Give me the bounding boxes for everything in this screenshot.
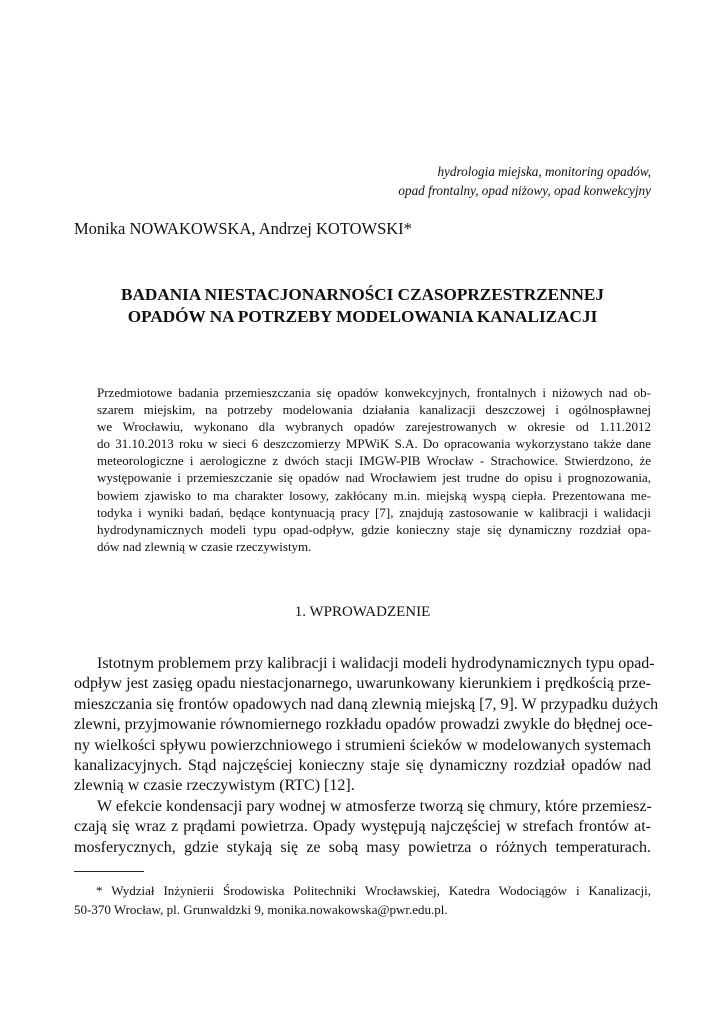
abstract-line: Przedmiotowe badania przemieszczania się opadów konwekcyjnych, frontalnych i niżowych nad ob-: [97, 385, 651, 400]
body-line: Istotnym problemem przy kalibracji i walidacji modeli hydrodynamicznych typu opad-: [97, 655, 655, 672]
body-text: [74, 654, 659, 858]
section-heading: 1. WPROWADZENIE: [294, 604, 431, 620]
keywords-line-2: opad frontalny, opad niżowy, opad konwekcyjny: [398, 183, 651, 198]
abstract-line: todyka i wyniki badań, będące kontynuacją pracy [7], znajdują zastosowanie w kalibracji i walidacji: [97, 504, 651, 520]
paper-title-line-1: BADANIA NIESTACJONARNOŚCI CZASOPRZESTRZENNEJ: [121, 285, 604, 304]
footnote-line-1: * Wydział Inżynierii Środowiska Politechniki Wrocławskiej, Katedra Wodociągów i Kanalizacji,: [96, 883, 651, 898]
footnote-line-2: 50-370 Wrocław, pl. Grunwaldzki 9, monika.nowakowska@pwr.edu.pl.: [74, 901, 448, 917]
body-line: mieszczania się frontów opadowych nad daną zlewnią miejską [7, 9]. W przypadku dużych: [74, 695, 659, 713]
abstract-line: hydrodynamicznych modeli typu opad-odpływ, gdzie konieczny staje się dynamiczny rozdział opa-: [97, 521, 651, 537]
body-line: mosferycznych, gdzie stykają się ze sobą masy powietrza o różnych temperaturach.: [74, 838, 651, 856]
body-line: W efekcie kondensacji pary wodnej w atmosferze tworzą się chmury, które przemiesz-: [97, 797, 652, 815]
body-line: ny wielkości spływu powierzchniowego i strumieni ścieków w modelowanych systemach: [74, 736, 651, 754]
body-line: kanalizacyjnych. Stąd najczęściej konieczny staje się dynamiczny rozdział opadów nad: [74, 757, 651, 775]
abstract-line: bowiem zjawisko to ma charakter losowy, zakłócany m.in. miejską wyspą ciepła. Prezentowana me-: [97, 487, 651, 503]
abstract-line: meteorologiczne i aerologiczne z dwóch stacji IMGW-PIB Wrocław - Strachowice. Stwierdzono, że: [97, 453, 651, 469]
paper-title: [74, 284, 651, 328]
abstract-line: występowanie i przemieszczanie się opadów nad Wrocławiem jest trudne do opisu i prognozowania,: [97, 470, 651, 486]
body-line: odpływ jest zasięg opadu niestacjonarnego, uwarunkowany kierunkiem i prędkością prze-: [74, 675, 651, 693]
body-line: czają się wraz z prądami powietrza. Opady występują najczęściej w strefach frontów at-: [74, 818, 651, 836]
abstract-line: dów nad zlewnią w czasie rzeczywistym.: [97, 538, 312, 554]
footnote: [74, 882, 651, 919]
authors: Monika NOWAKOWSKA, Andrzej KOTOWSKI*: [74, 219, 412, 238]
body-line: zlewnią w czasie rzeczywistym (RTC) [12].: [74, 777, 355, 795]
body-line: zlewni, przyjmowanie równomiernego rozkładu opadów prowadzi zwykle do błędnej oce-: [74, 716, 653, 734]
abstract-line: we Wrocławiu, wykonano dla wybranych opadów zarejestrowanych w okresie od 1.11.2012: [97, 419, 651, 435]
abstract-line: do 31.10.2013 roku w sieci 6 deszczomierzy MPWiK S.A. Do opracowania wykorzystano także dane: [97, 436, 651, 452]
footnote-divider: [74, 871, 144, 872]
paper-title-line-2: OPADÓW NA POTRZEBY MODELOWANIA KANALIZACJI: [127, 307, 598, 326]
abstract: [97, 384, 651, 555]
keywords: [398, 162, 651, 200]
abstract-line: szarem miejskim, na potrzeby modelowania działania kanalizacji deszczowej i ogólnospławnej: [97, 402, 651, 418]
keywords-line-1: hydrologia miejska, monitoring opadów,: [437, 164, 651, 179]
